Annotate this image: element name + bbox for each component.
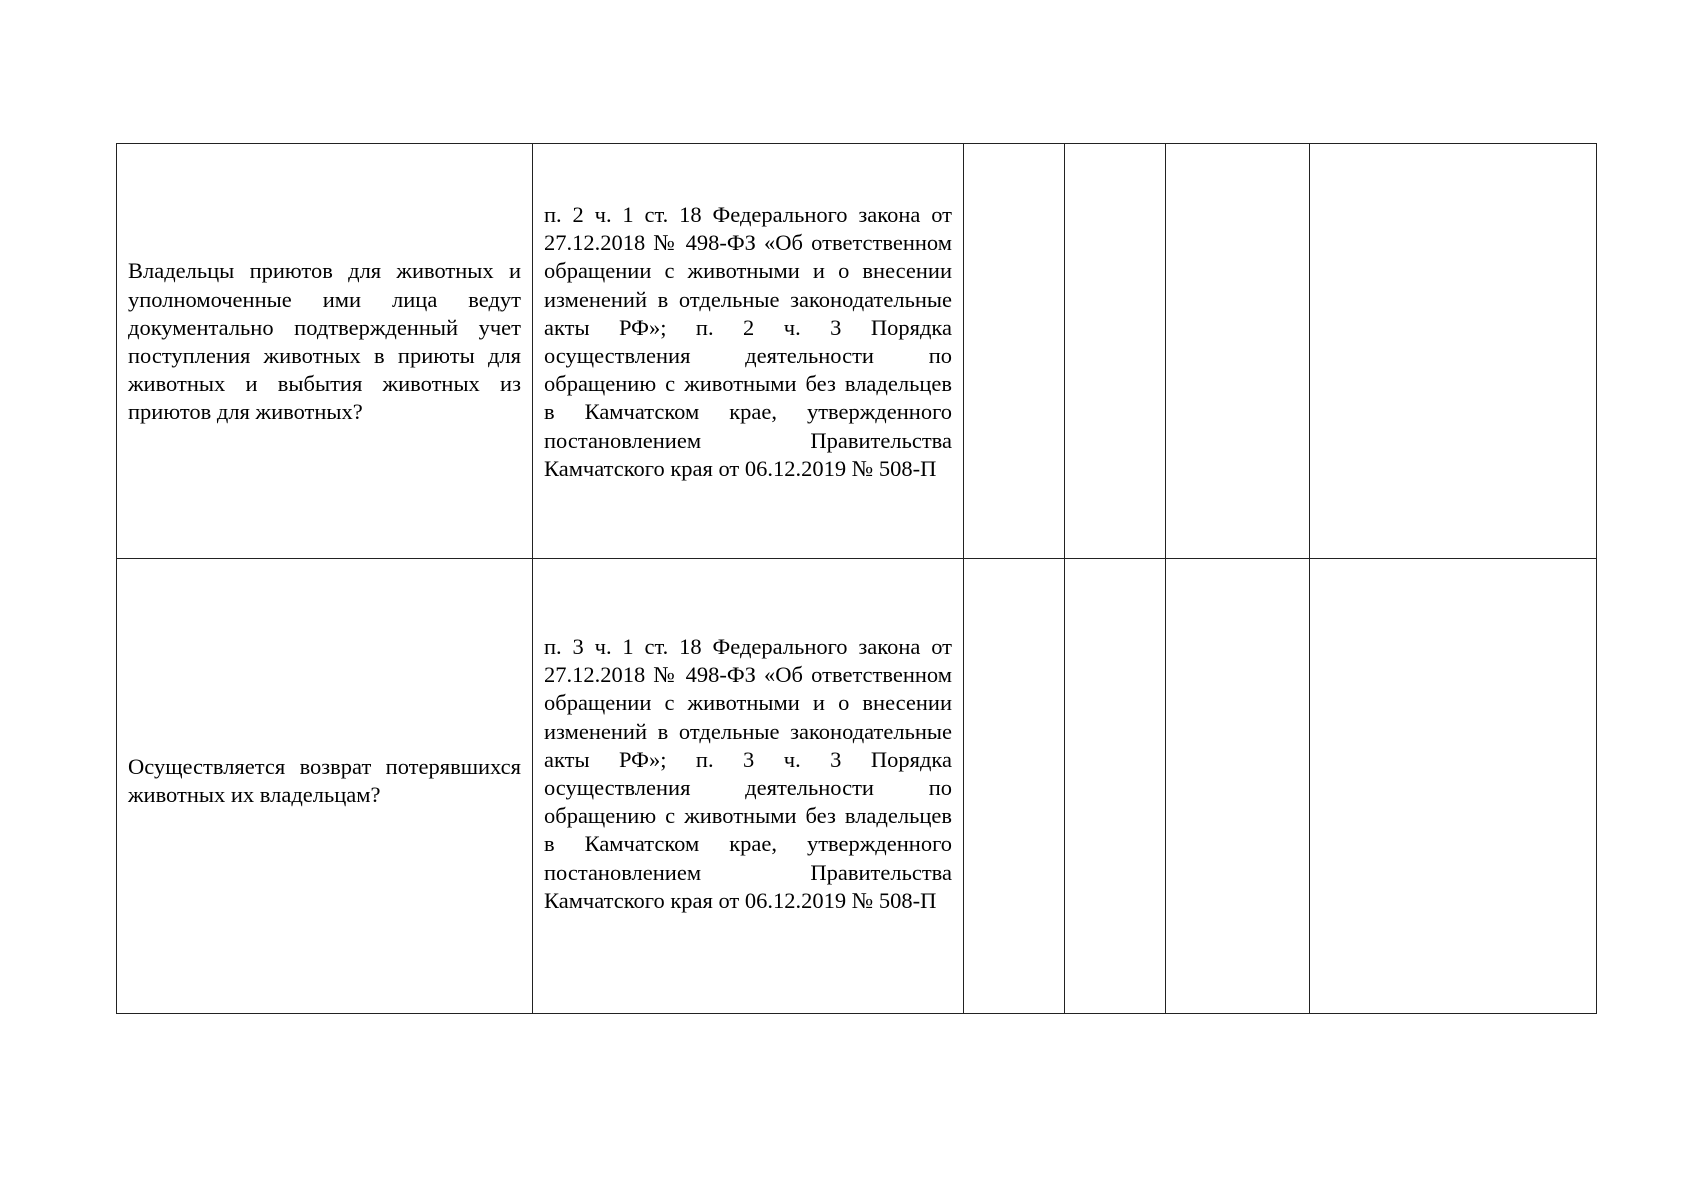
question-text: Осуществляется возврат потерявшихся животных их владельцам? [128,753,521,807]
legal-basis-text: п. 2 ч. 1 ст. 18 Федерального закона от 27.12.2018 № 498-ФЗ «Об ответственном обращении с животными и о внесении изменений в отдельные законодательные акты РФ»; п. 2 ч. 3 Порядка осуществления деятельности по обращению с животными без владельцев в Камчатском крае, утвержденного постановлением Правительства Камчатского края от 06.12.2019 № 508-П [544,201,952,481]
legal-basis-text: п. 3 ч. 1 ст. 18 Федерального закона от 27.12.2018 № 498-ФЗ «Об ответственном обращении с животными и о внесении изменений в отдельные законодательные акты РФ»; п. 3 ч. 3 Порядка осуществления деятельности по обращению с животными без владельцев в Камчатском крае, утвержденного постановлением Правительства Камчатского края от 06.12.2019 № 508-П [544,633,952,913]
table-row [117,559,1597,1014]
requirements-table [116,143,1597,1014]
question-cell [117,559,533,1014]
answer-cell [1065,144,1166,559]
note-cell [1310,559,1597,1014]
legal-basis-cell [533,559,964,1014]
note-cell [1310,144,1597,559]
answer-cell [964,559,1065,1014]
legal-basis-cell [533,144,964,559]
question-cell [117,144,533,559]
answer-cell [1166,559,1310,1014]
table-row [117,144,1597,559]
answer-cell [964,144,1065,559]
answer-cell [1166,144,1310,559]
question-text: Владельцы приютов для животных и уполномоченные ими лица ведут документально подтвержденный учет поступления животных в приюты для животных и выбытия животных из приютов для животных? [128,258,521,425]
answer-cell [1065,559,1166,1014]
